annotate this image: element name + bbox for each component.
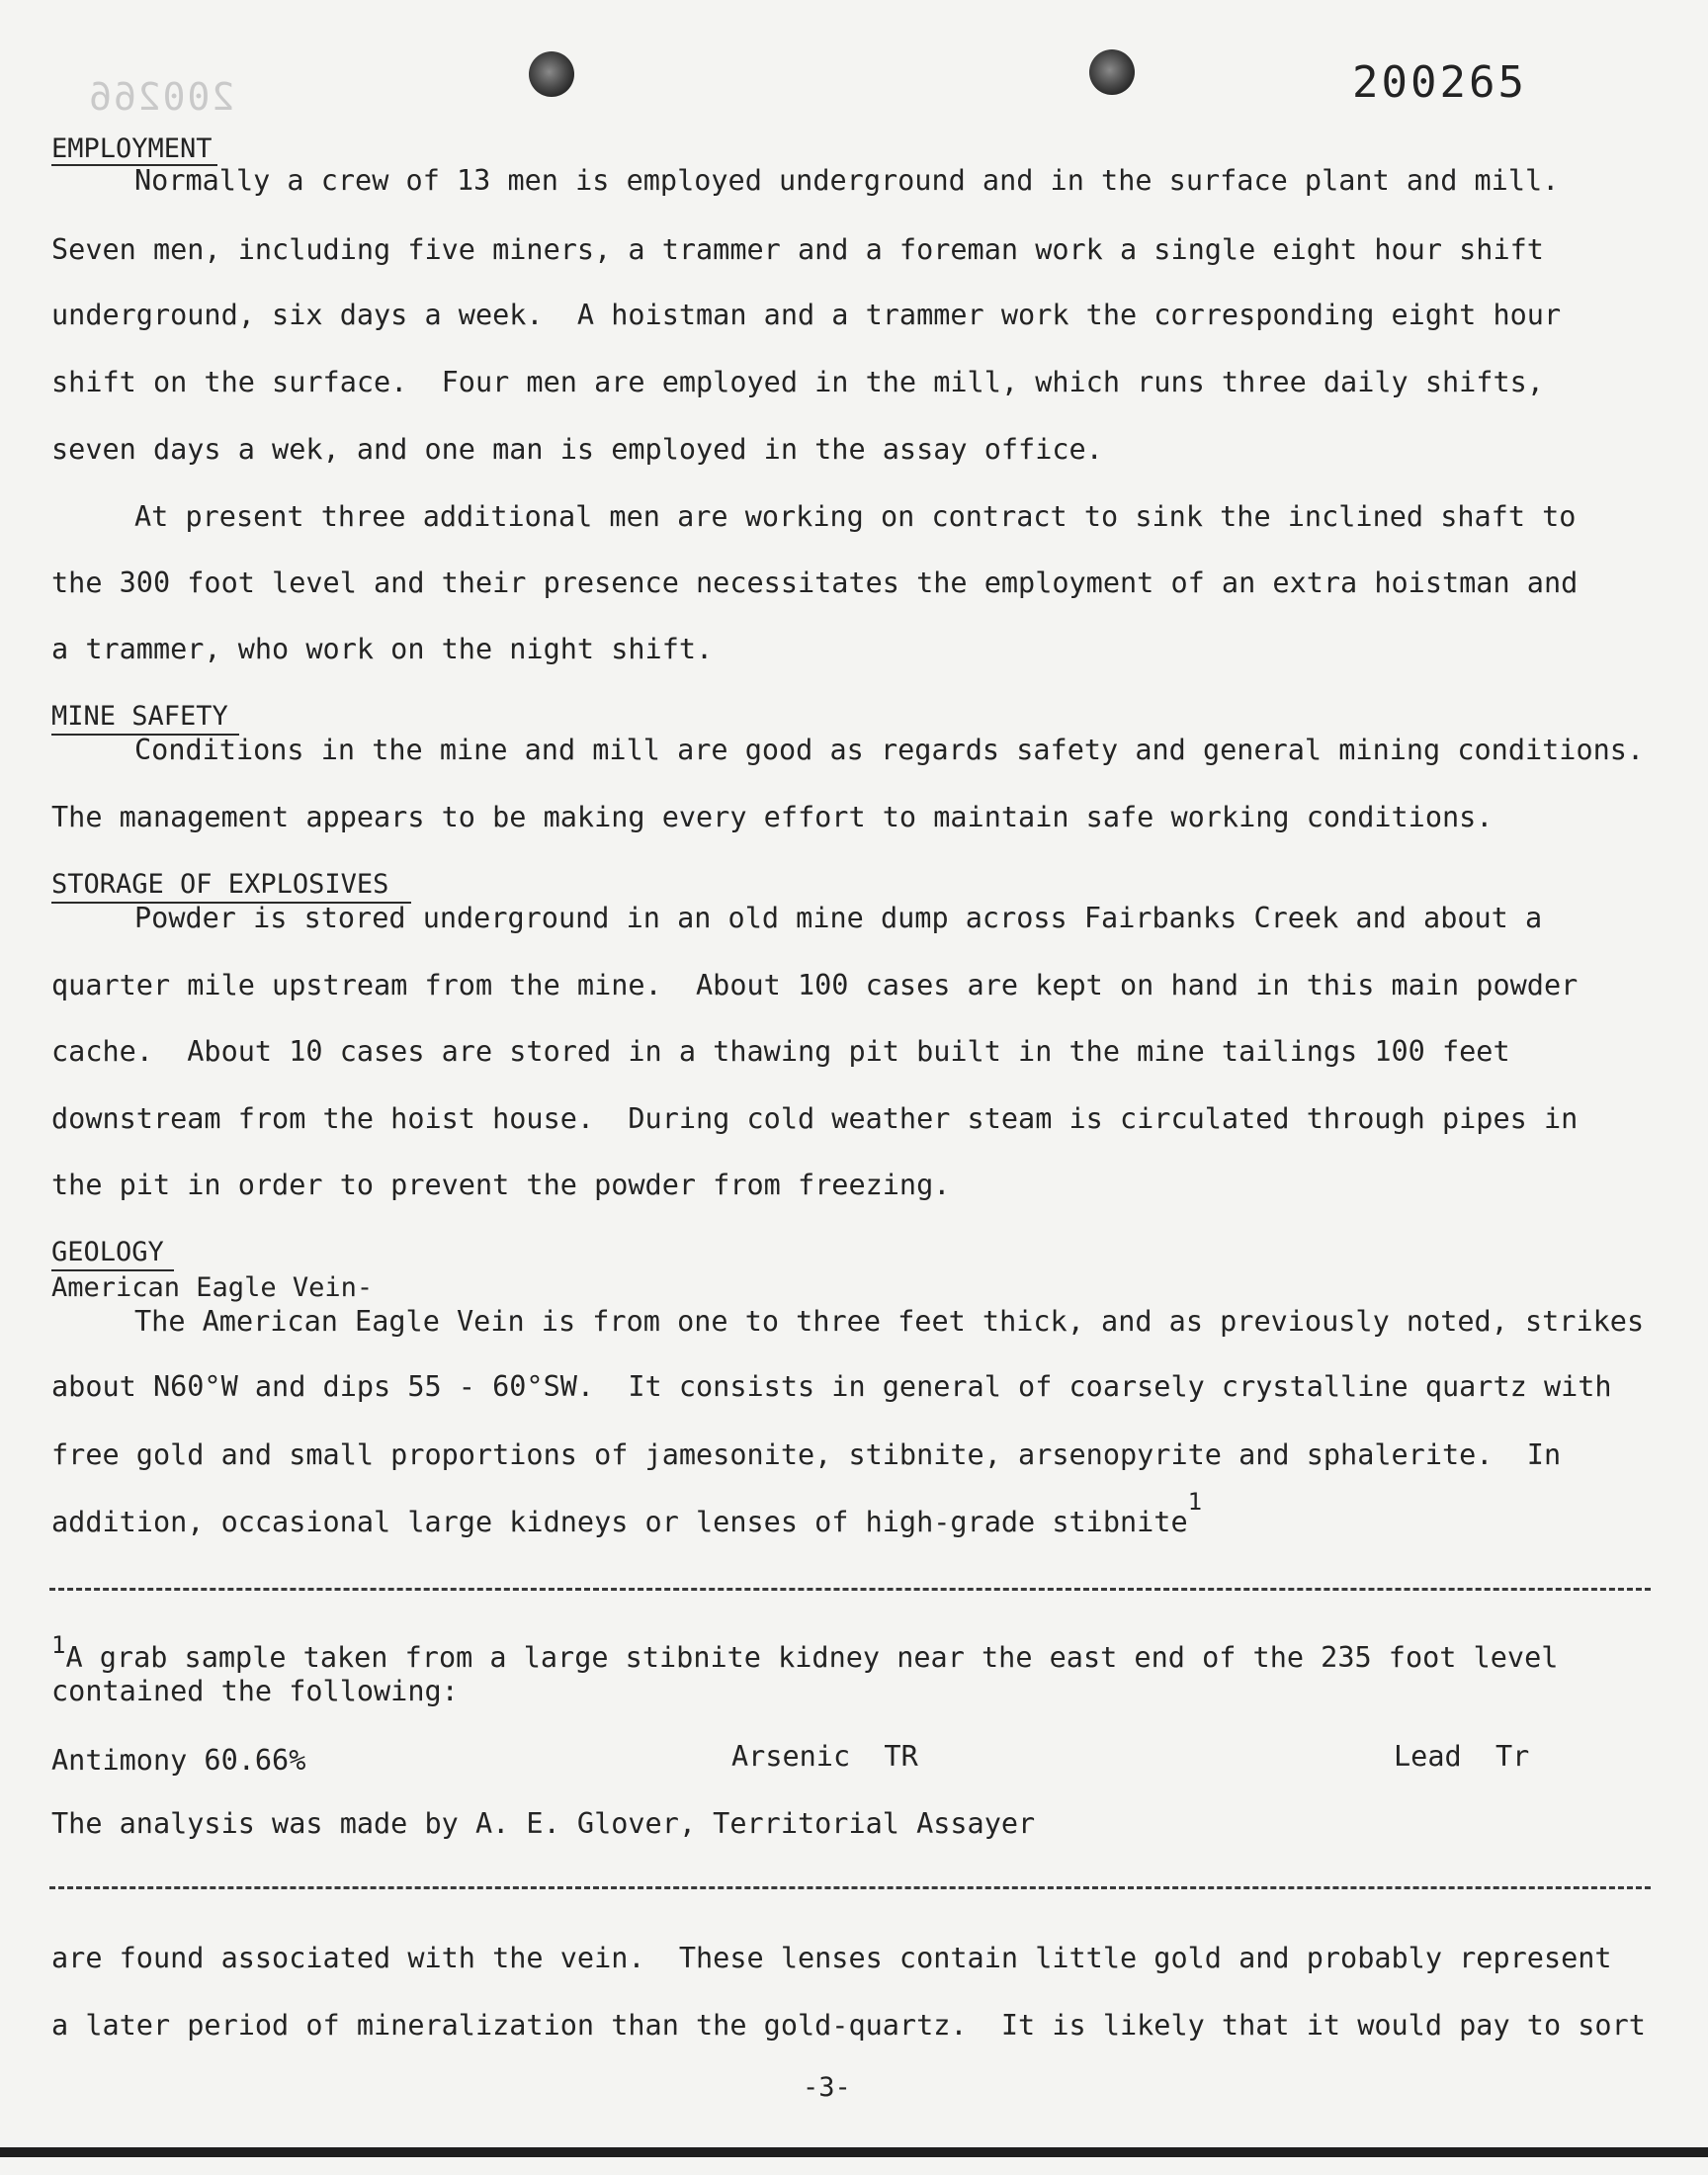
footnote-line-2: contained the following: <box>51 1675 459 1707</box>
geology-line-1: The American Eagle Vein is from one to three feet thick, and as previously noted, strikes <box>134 1305 1645 1338</box>
employment-line-4: shift on the surface. Four men are employed in the mill, which runs three daily shifts, <box>51 366 1544 398</box>
mine-safety-line-1: Conditions in the mine and mill are good as regards safety and general mining conditions. <box>134 734 1645 766</box>
page-number: -3- <box>803 2072 851 2103</box>
employment-line-3: underground, six days a week. A hoistman and a trammer work the corresponding eight hour <box>51 299 1562 331</box>
geology-line-2: about N60°W and dips 55 - 60°SW. It consists in general of coarsely crystalline quartz with <box>51 1370 1612 1403</box>
employment-line-7: the 300 foot level and their presence necessitates the employment of an extra hoistman and <box>51 566 1579 599</box>
document-number: 200265 <box>1352 57 1527 108</box>
geology-line-3: free gold and small proportions of jamesonite, stibnite, arsenopyrite and sphalerite. In <box>51 1438 1562 1471</box>
mine-safety-line-2: The management appears to be making every effort to maintain safe working conditions. <box>51 801 1494 833</box>
explosives-line-2: quarter mile upstream from the mine. About 100 cases are kept on hand in this main powder <box>51 969 1579 1001</box>
bleed-through-number: 200266 <box>87 75 235 119</box>
explosives-line-1: Powder is stored underground in an old mine dump across Fairbanks Creek and about a <box>134 902 1543 934</box>
employment-line-6: At present three additional men are working on contract to sink the inclined shaft to <box>134 500 1577 533</box>
footnote-divider-bottom <box>49 1886 1651 1889</box>
bottom-edge-bar <box>0 2147 1708 2157</box>
assay-lead: Lead Tr <box>1394 1740 1530 1773</box>
explosives-line-3: cache. About 10 cases are stored in a thawing pit built in the mine tailings 100 feet <box>51 1035 1510 1068</box>
footnote-mark: 1 <box>51 1631 66 1659</box>
punch-hole-left <box>529 51 574 97</box>
geology-line-4-text: addition, occasional large kidneys or lenses of high-grade stibnite <box>51 1506 1188 1538</box>
employment-line-8: a trammer, who work on the night shift. <box>51 633 714 665</box>
footnote-reference: 1 <box>1187 1488 1203 1516</box>
continuation-line-1: are found associated with the vein. These lenses contain little gold and probably represent <box>51 1942 1612 1974</box>
continuation-line-2: a later period of mineralization than the gold-quartz. It is likely that it would pay to sort <box>51 2009 1646 2042</box>
explosives-line-5: the pit in order to prevent the powder from freezing. <box>51 1169 951 1201</box>
footnote-divider-top <box>49 1588 1651 1591</box>
explosives-heading: STORAGE OF EXPLOSIVES <box>51 869 389 900</box>
assay-arsenic: Arsenic TR <box>731 1740 918 1773</box>
mine-safety-heading: MINE SAFETY <box>51 701 228 732</box>
employment-line-1: Normally a crew of 13 men is employed underground and in the surface plant and mill. <box>134 164 1560 197</box>
employment-heading: EMPLOYMENT <box>51 133 213 164</box>
analysis-credit: The analysis was made by A. E. Glover, Territorial Assayer <box>51 1807 1036 1840</box>
employment-line-2: Seven men, including five miners, a trammer and a foreman work a single eight hour shift <box>51 233 1544 266</box>
footnote-line-1-text: A grab sample taken from a large stibnite kidney near the east end of the 235 foot level <box>65 1641 1559 1674</box>
geology-heading-underline <box>51 1269 174 1271</box>
explosives-line-4: downstream from the hoist house. During cold weather steam is circulated through pipes in <box>51 1102 1579 1135</box>
assay-antimony: Antimony 60.66% <box>51 1744 306 1777</box>
geology-heading: GEOLOGY <box>51 1237 164 1267</box>
geology-subheading: American Eagle Vein- <box>51 1272 374 1303</box>
punch-hole-right <box>1089 49 1135 95</box>
footnote-line-1 <box>51 1631 1559 1676</box>
geology-line-4 <box>51 1488 1203 1540</box>
employment-line-5: seven days a wek, and one man is employed in the assay office. <box>51 433 1103 466</box>
